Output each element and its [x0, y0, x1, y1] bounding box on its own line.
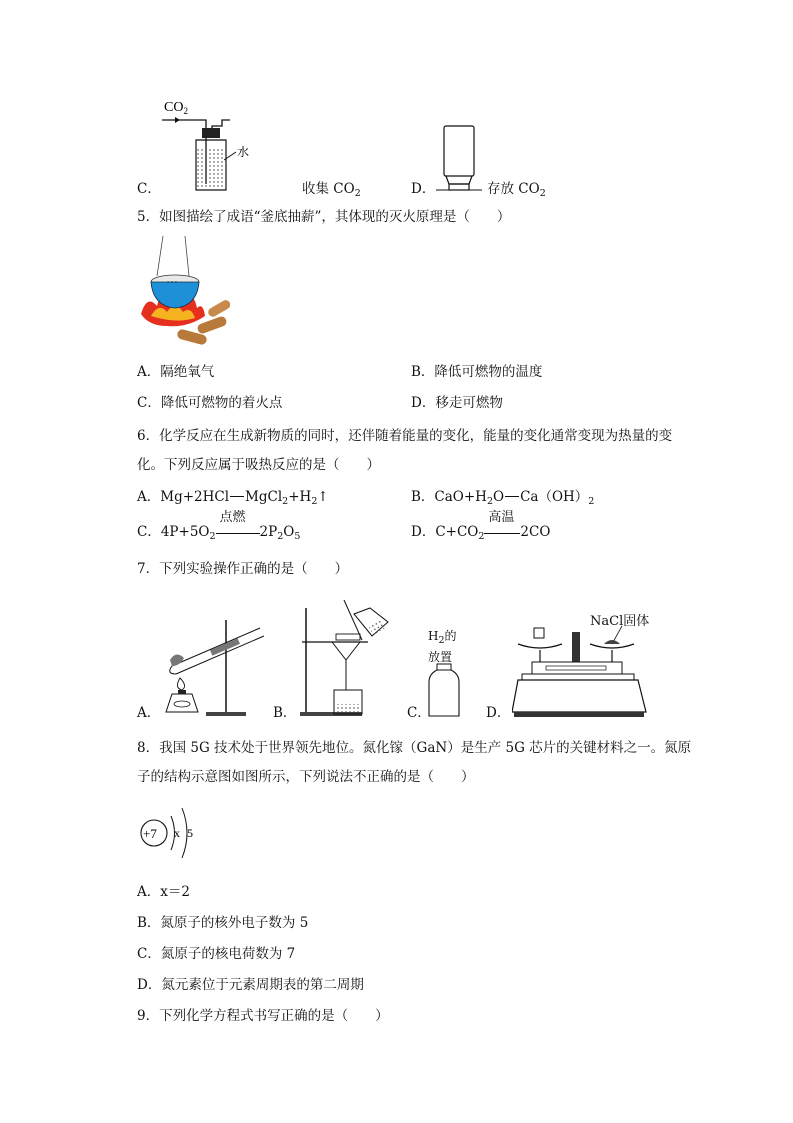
- q4-option-c-caption: 收集 $CO_2$: [302, 181, 361, 199]
- nitrogen-atom-structure-diagram: [138, 798, 218, 868]
- q6-option-d: D．$C+CO_2$ 高温 2CO: [411, 510, 551, 542]
- q7-c-label: $H_2$的 放置: [428, 629, 457, 664]
- q8-option-d: D．氮元素位于元素周期表的第二周期: [137, 977, 364, 993]
- q7-option-d-letter: D．: [486, 705, 511, 721]
- q4-option-c-letter: C．: [137, 181, 161, 197]
- question-6-stem-line1: 6．化学反应在生成新物质的同时，还伴随着能量的变化，能量的变化通常变现为热量的变: [137, 428, 673, 444]
- q8-option-c: C．氮原子的核电荷数为 7: [137, 946, 296, 962]
- shell1-electron-count: x: [174, 826, 180, 840]
- q6-d-condition: 高温: [488, 510, 515, 525]
- q7-option-a-letter: A．: [137, 705, 161, 721]
- q6-option-b: B．$CaO+H_2O$ $Ca(OH)_2$: [411, 489, 595, 507]
- question-8-stem-line2: 子的结构示意图如图所示，下列说法不正确的是（ ）: [137, 769, 475, 785]
- q8-option-b: B．氮原子的核外电子数为 5: [137, 915, 309, 931]
- pot-over-fire-figure: [137, 232, 237, 356]
- q5-option-a: A．隔绝氧气: [137, 364, 215, 380]
- q4-option-d-letter: D．: [411, 181, 436, 197]
- q7-d-balance-figure: [512, 622, 648, 720]
- q7-option-b-letter: B．: [273, 705, 297, 721]
- gas-collection-bottle-figure: [160, 96, 270, 194]
- water-label: 水: [237, 145, 250, 159]
- inverted-reagent-bottle-figure: [432, 122, 484, 194]
- co2-inlet-label: $CO_2$: [164, 100, 188, 116]
- question-6-stem-line2: 化。下列反应属于吸热反应的是（ ）: [137, 457, 380, 473]
- question-5-stem: 5．如图描绘了成语“釜底抽薪”，其体现的灭火原理是（ ）: [137, 209, 511, 225]
- q7-a-heating-test-tube-figure: [150, 600, 270, 720]
- q5-option-d: D．移走可燃物: [411, 395, 503, 411]
- shell2-electron-count: 5: [187, 826, 193, 840]
- q5-option-c: C．降低可燃物的着火点: [137, 395, 283, 411]
- q7-d-nacl-label: NaCl固体: [590, 614, 650, 629]
- svg-text:° ° °: ° ° °: [167, 281, 178, 287]
- question-7-stem: 7．下列实验操作正确的是（ ）: [137, 561, 349, 577]
- q5-option-b: B．降低可燃物的温度: [411, 364, 543, 380]
- q6-option-c: C．$4P+5O_2$ 点燃 $2P_2O_5$: [137, 510, 301, 542]
- q4-option-d-caption: 存放 $CO_2$: [487, 181, 546, 199]
- q8-option-a: A．x＝2: [137, 884, 190, 900]
- q6-option-a: A．Mg+2HCl $MgCl_2+H_2↑$: [137, 489, 329, 507]
- q7-c-gas-jar-figure: [425, 662, 465, 718]
- q7-b-filtration-figure: [296, 594, 406, 718]
- question-8-stem-line1: 8．我国 5G 技术处于世界领先地位。氮化镓（GaN）是生产 5G 芯片的关键材料之一。氮原: [137, 740, 692, 756]
- q6-c-condition: 点燃: [219, 510, 246, 525]
- q7-option-c-letter: C．: [407, 705, 431, 721]
- question-9-stem: 9．下列化学方程式书写正确的是（ ）: [137, 1008, 389, 1024]
- nucleus-charge-label: +7: [143, 826, 157, 841]
